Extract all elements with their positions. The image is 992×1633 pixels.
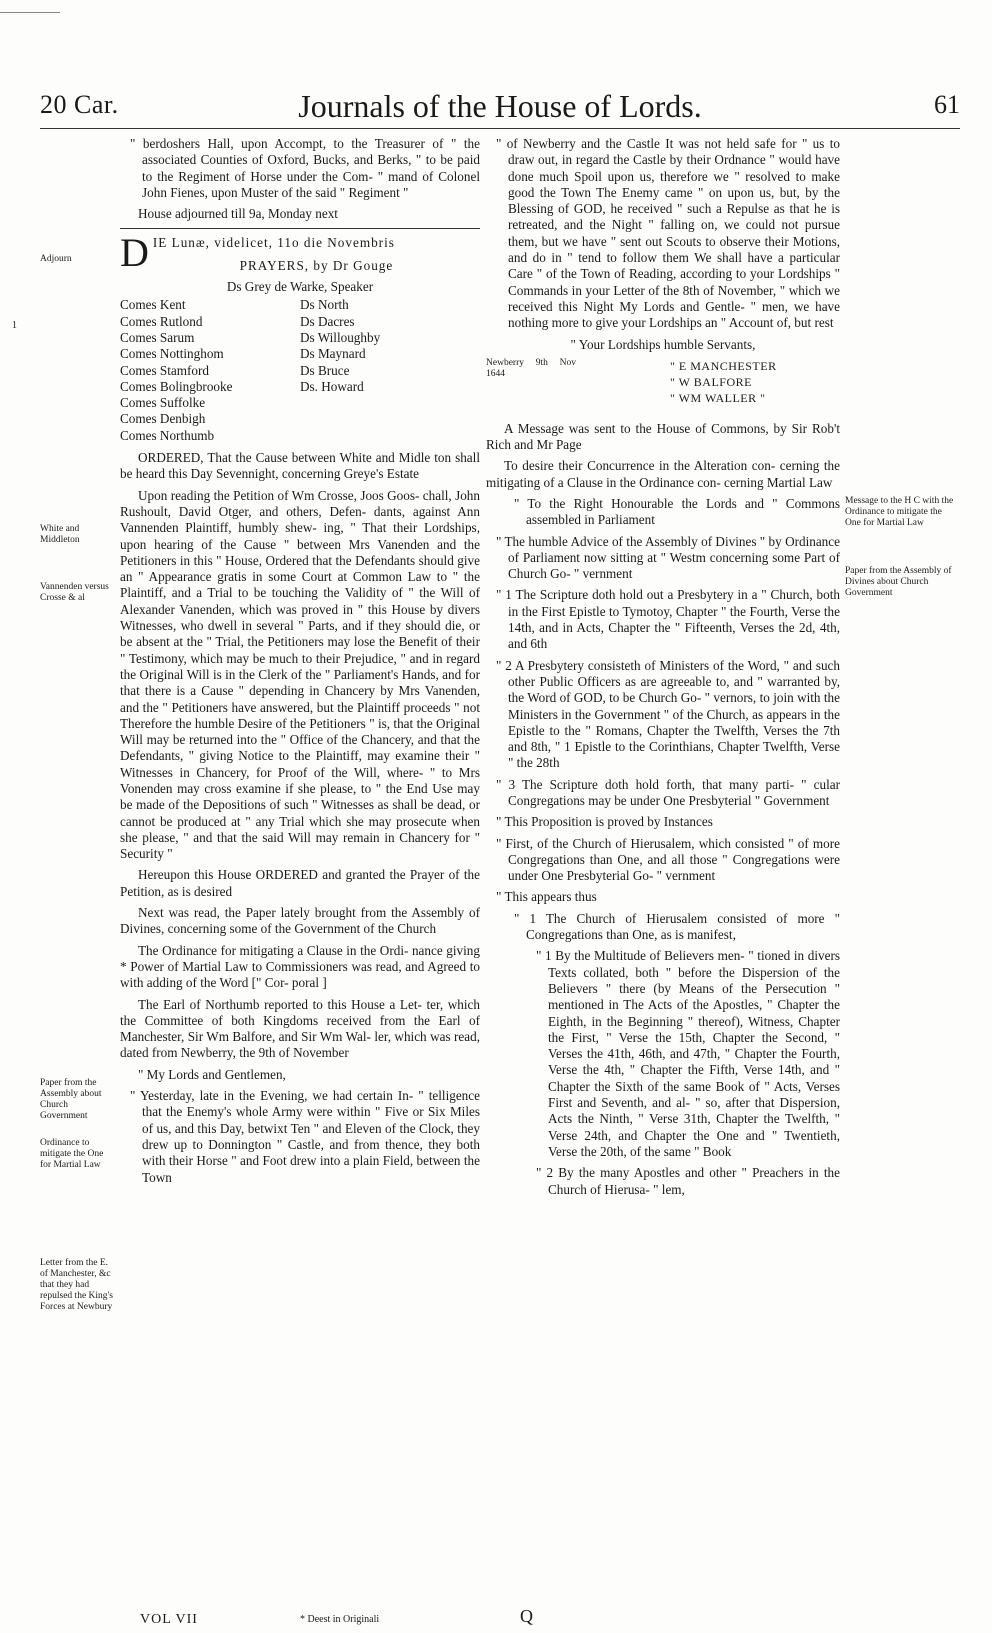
attendee: Comes Northumb <box>120 427 215 443</box>
day-heading: IE Lunæ, videlicet, 11o die Novembris <box>152 235 395 251</box>
paragraph-vannenden-petition: Upon reading the Petition of Wm Crosse, Joos Goos- chall, John Rushoult, David Otger, and others, Defen- dants, against Ann Vannenden Plaintiff, humbly shew- ing, " That their Lordships, upon hearing of the Cause " between Mrs Vanenden and the Petitioners in this " House, Ordered that the Defendants should give an " Appearance gratis in some Court at Common Law to " the Plaintiff, and a Trial to be touching the Validity of " the Will of Alexander Vanenden, which was proved in " this House by divers Witnesses, who dwell in several " Parts, and if they should die, or be absent at the " Trial, the Petitioners may lose the Benefit of their " Testimony, which may be much to their Prejudice, " and in regard the Original Will is in the Clerk of the " Parliament's Hands, and for that there is a Cause " depending in Chancery by Mrs Vanenden, and the " Petitioners have answered, but the Plaintiff proceeds " not Therefore the humble Desire of the Petitioners " is, that the Original Will may be returned into the " Office of the Chancery, and that the Defendants, " giving Notice to the Plaintiff, may examine their " Witnesses in Chancery, for Proof of the Will, where- " to Mrs Vonenden may cross examine if she please, to " the End Use may be made of the Depositions of such " Witnesses as shall be dead, or cannot be produced at " any Trial which she may prosecute when she please, " and that the said Will may remain in Chancery for " Security " <box>120 487 480 862</box>
paragraph-letter-continued: " of Newberry and the Castle It was not held safe for " us to draw out, in regard the Castle by their Ordnance " would have done much Spoil upon us, therefore we " resolved to make good the Town The Enemy came " on upon us, but, by the Blessing of GOD, he received " such a Repulse as that he is retreated, and the Night " falling on, we could not pursue them, but we have " sent out Scouts to observe their Motions, and do in " tend to follow them We shall have a particular Care " of the Town of Reading, according to your Lordships " Commands in your Letter of the 8th of November, " which we received this Night My Lords and Gentle- " men, we have nothing more to give your Lordships an " Account of, but rest <box>496 136 840 331</box>
prayers-line: PRAYERS, by Dr Gouge <box>239 257 394 273</box>
signatory: " WM WALLER " <box>670 391 766 406</box>
paragraph-treasurer: " berdoshers Hall, upon Accompt, to the Treasurer of " the associated Counties of Oxford, Bucks, and Berks, " to be paid to the Regiment of Horse under the Com- " mand of Colonel John Fienes, upon Muster of the said " Regiment " <box>130 136 480 200</box>
paragraph-first-instance: " First, of the Church of Hierusalem, which consisted " of more Congregations than One, and all those " Congregations were under One Presbyterial Go- " vernment <box>496 835 840 884</box>
signature-mark: Q <box>520 1606 533 1626</box>
paragraph-advice: " The humble Advice of the Assembly of Divines " by Ordinance of Parliament now sitting at " Westm concerning some Part of Church Go- " vernment <box>496 533 840 582</box>
attendee: Comes Stamford <box>120 362 210 378</box>
attendance-right <box>300 297 480 444</box>
speaker-line: Ds Grey de Warke, Speaker <box>226 279 374 295</box>
signatory: " E MANCHESTER <box>670 358 777 373</box>
attendee: Comes Nottinghom <box>120 346 224 362</box>
paragraph-message: A Message was sent to the House of Commons, by Sir Rob't Rich and Mr Page <box>486 420 840 453</box>
signatories <box>670 358 840 407</box>
margin-note-ordinance: Ordinance to mitigate the One for Martial Law <box>40 1138 104 1170</box>
attendee: Ds Willoughby <box>300 329 381 345</box>
paragraph-desire: To desire their Concurrence in the Alteration con- cerning the mitigating of a Clause in the Ordinance con- cerning Martial Law <box>486 458 840 490</box>
footnote: * Deest in Originali <box>300 1614 380 1625</box>
paragraph-apostles: " 2 By the many Apostles and other " Preachers in the Church of Hierusa- " lem, <box>536 1165 840 1197</box>
letter-closing: " Your Lordships humble Servants, <box>570 336 756 352</box>
attendee: Comes Kent <box>120 297 186 313</box>
header-title: Journals of the House of Lords. <box>298 88 702 124</box>
page-number: 61 <box>934 90 960 119</box>
stray-mark: 1 <box>12 320 17 331</box>
day-dropcap: D <box>120 235 149 275</box>
paragraph-proposition-2: " 2 A Presbytery consisteth of Ministers of the Word, " and such other Public Officers as are agreeable to, and " warranted by, the Word of GOD, to be Church Go- " vernors, to join with the Ministers in the Government " of the Church, as appears in the Epistle to the " Romans, Chapter the Twelfth, Verses the 7th and 8th, " 1 Epistle to the Corinthians, Chapter Twelfth, Verse " the 28th <box>496 657 840 771</box>
letter-place-date: Newberry 9th Nov 1644 <box>486 357 576 379</box>
margin-note-white: White and Middleton <box>40 524 80 545</box>
margin-note-vannenden: Vannenden versus Crosse & al <box>40 582 109 603</box>
signatory: " W BALFORE <box>670 375 752 390</box>
signature-block <box>486 358 840 407</box>
paragraph-multitude: " 1 By the Multitude of Believers men- " tioned in divers Texts collated, both " before the Dispersion of the Believers " there (by Means of the Persecution " mentioned in The Acts of the Apostles, " Chapter the Eighth, in the Beginning " thereof), Witness, Chapter the First, " Verse the 15th, Chapter the Second, " Verses the 41th, 46th, and 47th, " Chapter the Fourth, Verse the 4th, " Chapter the Fifth, Verse 14th, and " Chapter the Sixth of the same Book of " Acts, Verses First and Seventh, and al- " so, after that Dispersion, Acts the Ninth, " Verse 31th, Chapter the Twelfth, " Verse 24th, and Chapter the One and " Twentieth, Verse the 20th, of the same " Book <box>536 948 840 1159</box>
paragraph-address: " To the Right Honourable the Lords and " Commons assembled in Parliament <box>514 495 840 528</box>
paragraph-appears: " This appears thus <box>496 889 597 905</box>
letter-salutation: " My Lords and Gentlemen, <box>138 1066 286 1082</box>
paragraph-assembly-paper: Next was read, the Paper lately brought from the Assembly of Divines, concerning some of the Government of the Church <box>120 905 480 937</box>
margin-note-letter: Letter from the E. of Manchester, &c that they had repulsed the King's Forces at Newbury <box>40 1258 113 1312</box>
header-rule <box>40 128 960 129</box>
paragraph-ordinance: The Ordinance for mitigating a Clause in the Ordi- nance giving * Power of Martial Law to Commissioners was read, and Agreed to with adding of the Word [" Cor- poral ] <box>120 942 480 991</box>
attendance-list <box>120 297 480 444</box>
attendee: Comes Bolingbrooke <box>120 378 233 394</box>
paragraph-hereupon: Hereupon this House ORDERED and granted the Prayer of the Petition, as is desired <box>120 867 480 899</box>
paragraph-letter-start: " Yesterday, late in the Evening, we had certain In- " telligence that the Enemy's whole Army were within " Five or Six Miles of us, and this Day, betwixt Ten " and Eleven of the Clock, they drew up to Donnington " Castle, and from thence, they both with their Horse " and Foot drew into a plain Field, between the Town <box>130 1088 480 1185</box>
attendee: Ds. Howard <box>300 378 364 394</box>
attendee: Comes Rutlond <box>120 313 203 329</box>
margin-note-adjourn: Adjourn <box>40 254 72 264</box>
paragraph-church-hierusalem: " 1 The Church of Hierusalem consisted of more " Congregations than One, as is manifest, <box>514 910 840 943</box>
attendee: Ds Dacres <box>300 313 355 329</box>
top-rule <box>0 12 60 13</box>
attendance-left <box>120 297 300 444</box>
attendee: Comes Denbigh <box>120 411 206 427</box>
paragraph-proposition-3: " 3 The Scripture doth hold forth, that many parti- " cular Congregations may be under One Presbyterial " Government <box>496 776 840 808</box>
margin-note-message: Message to the H C with the Ordinance to mitigate the One for Martial Law <box>845 496 954 528</box>
right-column <box>486 136 840 1203</box>
section-rule <box>120 228 480 229</box>
attendee: Ds North <box>300 297 349 313</box>
paragraph-proved: " This Proposition is proved by Instances <box>496 814 713 830</box>
attendee: Comes Sarum <box>120 329 195 345</box>
header-reign: 20 Car. <box>40 90 119 119</box>
attendee: Ds Bruce <box>300 362 350 378</box>
margin-note-paper: Paper from the Assembly about Church Government <box>40 1078 102 1121</box>
paragraph-adjourned: House adjourned till 9a, Monday next <box>138 206 338 222</box>
attendee: Ds Maynard <box>300 346 366 362</box>
paragraph-proposition-1: " 1 The Scripture doth hold out a Presbytery in a " Church, both in the First Epistle to Tymotoy, Chapter " the Fourth, Verse the 14th, and in Acts, Chapter the " Fifteenth, Verses the 2d, 4th, and 6th <box>496 587 840 652</box>
volume-label: VOL VII <box>140 1612 198 1627</box>
page-header <box>40 90 960 130</box>
paragraph-earl-report: The Earl of Northumb reported to this House a Let- ter, which the Committee of both Kingdoms received from the Earl of Manchester, Sir Wm Balfore, and Sir Wm Wal- ler, which was read, dated from Newberry, the 9th of November <box>120 996 480 1061</box>
margin-note-assembly: Paper from the Assembly of Divines about Church Government <box>845 566 952 598</box>
attendee: Comes Suffolke <box>120 395 206 411</box>
left-column <box>120 136 480 1191</box>
paragraph-white-middleton: ORDERED, That the Cause between White and Midle ton shall be heard this Day Sevennight, concerning Greye's Estate <box>120 450 480 482</box>
